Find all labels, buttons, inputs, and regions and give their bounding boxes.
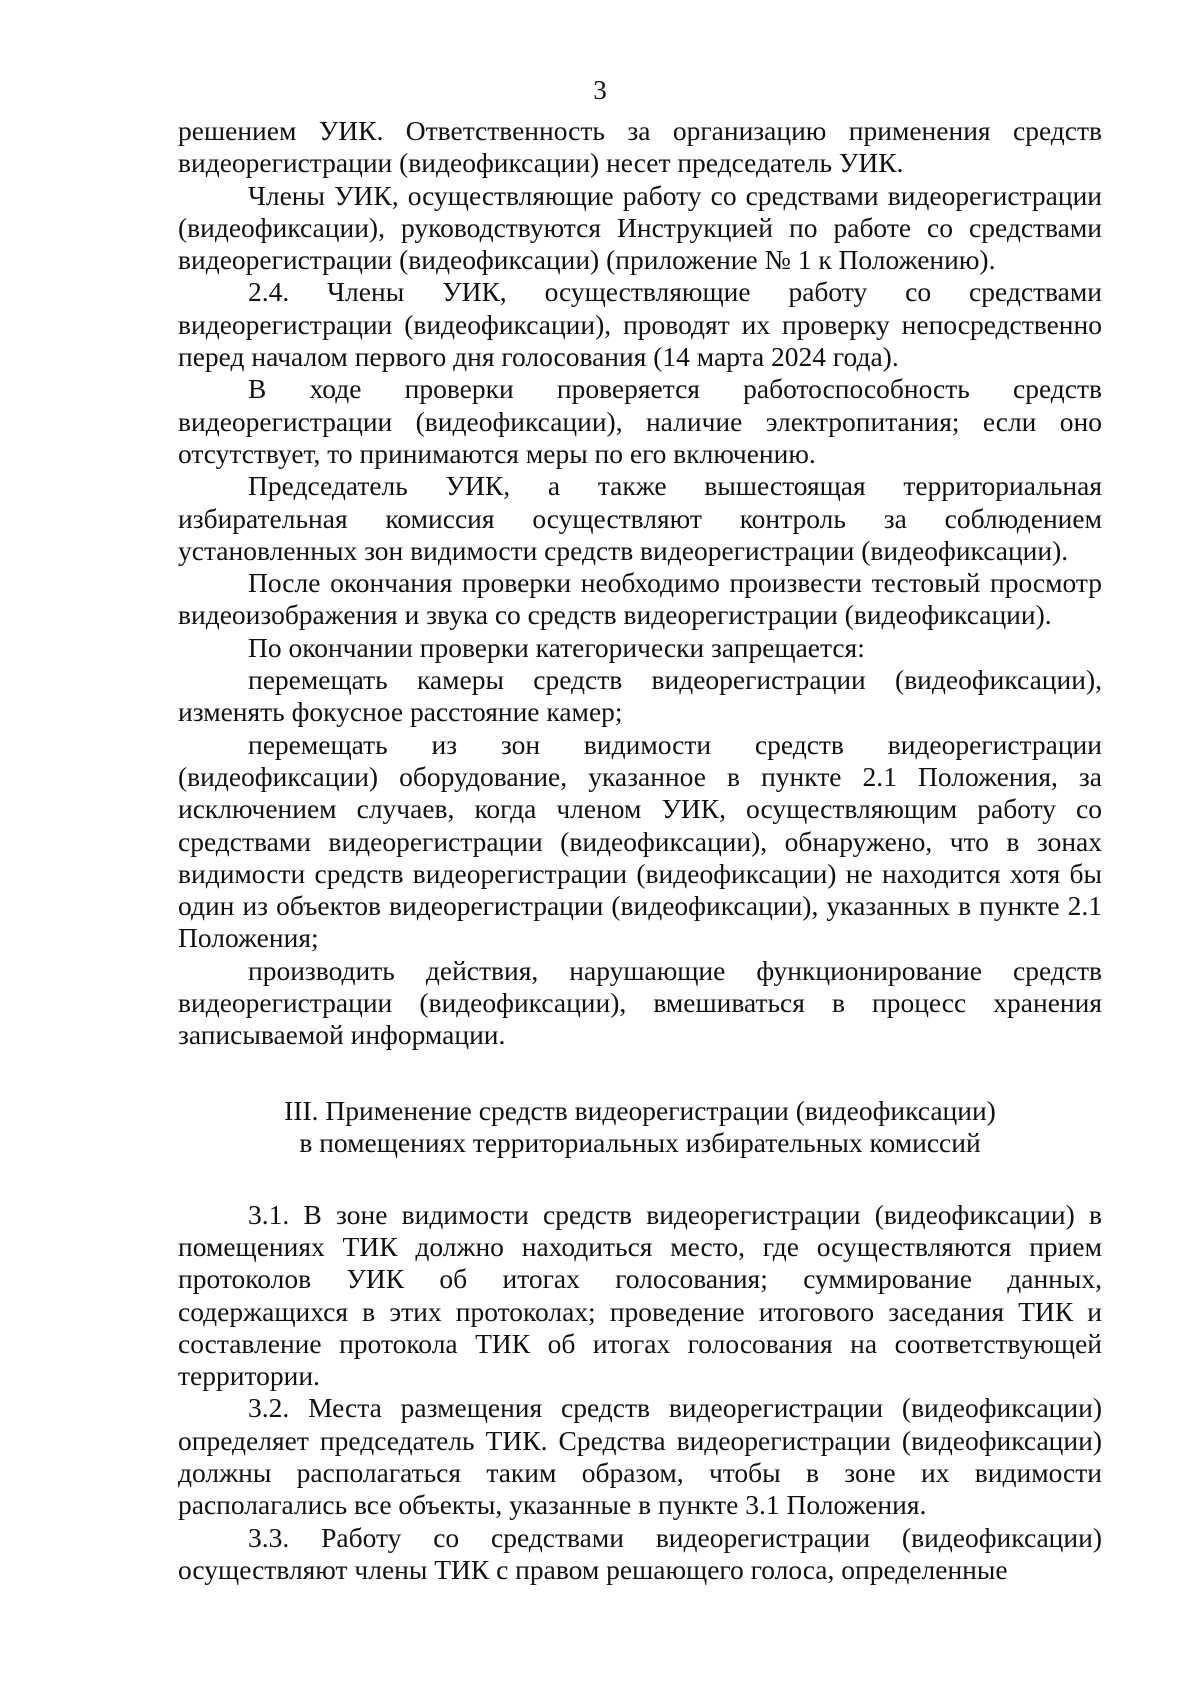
document-body [178,115,1102,1586]
list-item-interfere: производить действия, нарушающие функционирование средств видеорегистрации (видеофиксации), вмешиваться в процесс хранения записываемой информации. [178,954,1102,1051]
paragraph-test-view: После окончания проверки необходимо произвести тестовый просмотр видеоизображения и звука со средств видеорегистрации (видеофиксации). [178,567,1102,631]
paragraph-instruction: Члены УИК, осуществляющие работу со средствами видеорегистрации (видеофиксации), руководствуются Инструкцией по работе со средствами видеорегистрации (видеофиксации) (приложение № 1 к Положению). [178,179,1102,276]
paragraph-check: В ходе проверки проверяется работоспособность средств видеорегистрации (видеофиксации), наличие электропитания; если оно отсутствует, то принимаются меры по его включению. [178,373,1102,469]
paragraph-2-4: 2.4. Члены УИК, осуществляющие работу со средствами видеорегистрации (видеофиксации), проводят их проверку непосредственно перед началом первого дня голосования (14 марта 2024 года). [178,276,1102,373]
paragraph-control: Председатель УИК, а также вышестоящая территориальная избирательная комиссия осуществляют контроль за соблюдением установленных зон видимости средств видеорегистрации (видеофиксации). [178,470,1102,566]
page-number: 3 [593,75,607,105]
list-item-move-equipment: перемещать из зон видимости средств видеорегистрации (видеофиксации) оборудование, указанное в пункте 2.1 Положения, за исключением случаев, когда членом УИК, осуществляющим работу со средствами видеорегистрации (видеофиксации), обнаружено, что в зонах видимости средств видеорегистрации (видеофиксации) не находится хотя бы один из объектов видеорегистрации (видеофиксации), указанных в пункте 2.1 Положения; [178,728,1102,954]
section-heading [178,1095,1102,1159]
section-heading-line-2: в помещениях территориальных избирательных комиссий [299,1126,981,1158]
paragraph-3-3: 3.3. Работу со средствами видеорегистрации (видеофиксации) осуществляют члены ТИК с правом решающего голоса, определенные [178,1521,1102,1585]
section-heading-line-1: III. Применение средств видеорегистрации (видеофиксации) [284,1094,996,1126]
paragraph-prohibited: По окончании проверки категорически запрещается: [248,631,865,663]
paragraph-3-1: 3.1. В зоне видимости средств видеорегистрации (видеофиксации) в помещениях ТИК должно находиться место, где осуществляются прием протоколов УИК об итогах голосования; суммирование данных, содержащихся в этих протоколах; проведение итогового заседания ТИК и составление протокола ТИК об итогах голосования на соответствующей территории. [178,1198,1102,1392]
list-item-move-cameras: перемещать камеры средств видеорегистрации (видеофиксации), изменять фокусное расстояние камер; [178,664,1102,728]
paragraph-responsibility: решением УИК. Ответственность за организацию применения средств видеорегистрации (видеофиксации) несет председатель УИК. [178,115,1102,179]
paragraph-3-2: 3.2. Места размещения средств видеорегистрации (видеофиксации) определяет председатель ТИК. Средства видеорегистрации (видеофиксации) должны располагаться таким образом, чтобы в зоне их видимости располагались все объекты, указанные в пункте 3.1 Положения. [178,1392,1102,1521]
